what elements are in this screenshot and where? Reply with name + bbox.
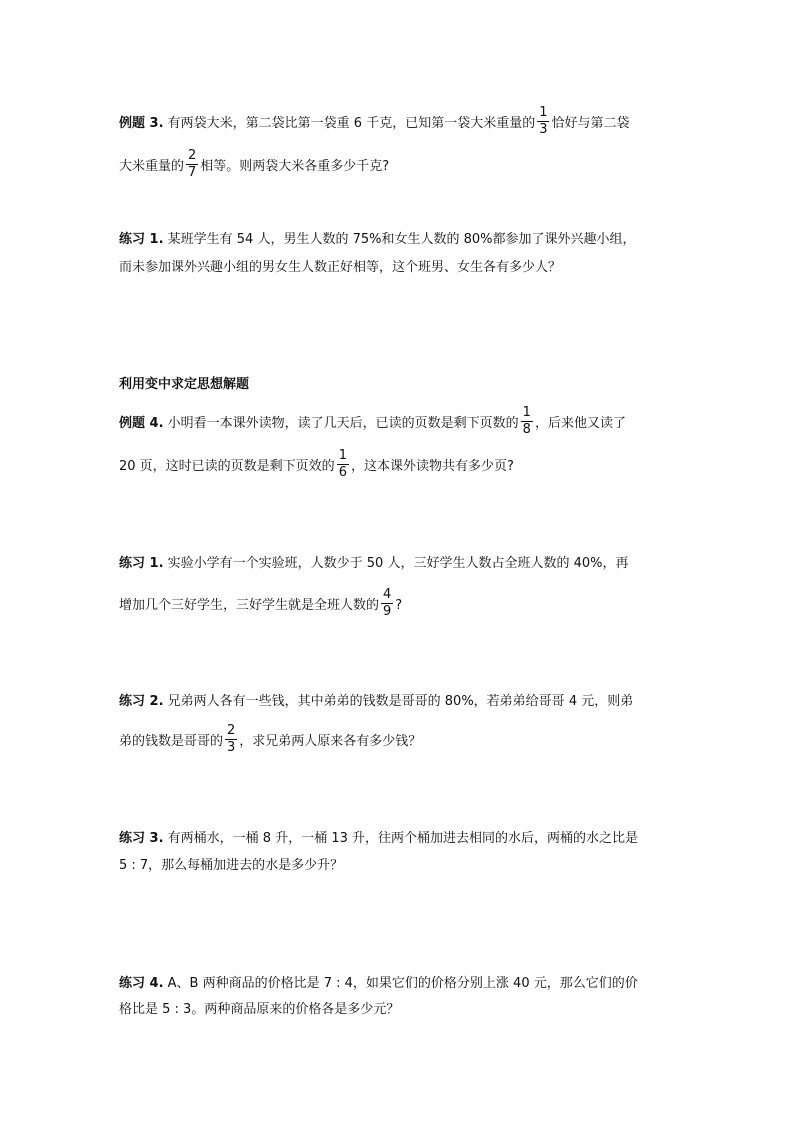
- example-4-line-2: [119, 448, 514, 482]
- denominator: 8: [522, 422, 531, 437]
- exercise-1-line-2: [119, 260, 561, 276]
- text: 有两桶水，一桶 8 升，一桶 13 升，往两个桶加进去相同的水后，两桶的水之比是: [167, 831, 638, 846]
- numerator: 4: [383, 587, 392, 602]
- text: ，求兄弟两人原来各有多少钱？: [239, 734, 422, 749]
- example-4-label: 例题 4.: [119, 416, 164, 431]
- section-heading: 利用变中求定思想解题: [119, 377, 250, 392]
- exercise-1-label: 练习 1.: [119, 232, 164, 247]
- fraction: [521, 406, 533, 437]
- exercise-3-line-1: [119, 831, 638, 847]
- fraction: [537, 106, 549, 137]
- text: 小明看一本课外读物，读了几天后，已读的页数是剩下页数的: [167, 416, 519, 431]
- text: ?: [395, 598, 403, 613]
- denominator: 7: [188, 165, 197, 180]
- text: 5 : 7，那么每桶加进去的水是多少升？: [119, 858, 344, 873]
- text: 格比是 5 : 3。两种商品原来的价格各是多少元？: [119, 1002, 400, 1017]
- numerator: 2: [188, 148, 197, 163]
- exercise-1b-line-1: [119, 556, 629, 572]
- text: ，这本课外读物共有多少页?: [350, 459, 514, 474]
- exercise-4-label: 练习 4.: [119, 976, 164, 991]
- fraction: [225, 724, 237, 755]
- denominator: 9: [383, 604, 392, 619]
- fraction: [186, 149, 198, 180]
- text: 实验小学有一个实验班，人数少于 50 人，三好学生人数占全班人数的 40%，再: [167, 556, 629, 571]
- exercise-2-line-1: [119, 694, 633, 710]
- exercise-4-line-2: [119, 1002, 399, 1018]
- exercise-2-line-2: [119, 723, 422, 757]
- text: 相等。则两袋大米各重多少千克?: [200, 159, 390, 174]
- text: 大米重量的: [119, 159, 185, 174]
- exercise-1b-label: 练习 1.: [119, 556, 164, 571]
- denominator: 6: [338, 465, 347, 480]
- numerator: 1: [522, 405, 531, 420]
- exercise-2-label: 练习 2.: [119, 694, 164, 709]
- example-3-line-2: [119, 148, 390, 182]
- example-3-line-1: [119, 105, 630, 139]
- text: 而未参加课外兴趣小组的男女生人数正好相等，这个班男、女生各有多少人？: [119, 260, 562, 275]
- denominator: 3: [539, 122, 548, 137]
- text: 某班学生有 54 人，男生人数的 75%和女生人数的 80%都参加了课外兴趣小组，: [167, 232, 636, 247]
- text: A、B 两种商品的价格比是 7 : 4，如果它们的价格分别上涨 40 元，那么它们的价: [167, 976, 638, 991]
- exercise-1-line-1: [119, 232, 636, 248]
- denominator: 3: [227, 740, 236, 755]
- fraction: [381, 588, 393, 619]
- exercise-3-line-2: [119, 858, 343, 874]
- text: 20 页，这时已读的页数是剩下页效的: [119, 459, 335, 474]
- numerator: 1: [338, 448, 347, 463]
- numerator: 2: [227, 723, 236, 738]
- exercise-4-line-1: [119, 976, 638, 992]
- text: 有两袋大米，第二袋比第一袋重 6 千克，已知第一袋大米重量的: [167, 116, 536, 131]
- exercise-3-label: 练习 3.: [119, 831, 164, 846]
- numerator: 1: [539, 105, 548, 120]
- text: 兄弟两人各有一些钱，其中弟弟的钱数是哥哥的 80%，若弟弟给哥哥 4 元，则弟: [167, 694, 634, 709]
- example-3-label: 例题 3.: [119, 116, 164, 131]
- fraction: [337, 449, 349, 480]
- text: 增加几个三好学生，三好学生就是全班人数的: [119, 598, 380, 613]
- text: 弟的钱数是哥哥的: [119, 734, 224, 749]
- exercise-1b-line-2: [119, 587, 403, 621]
- text: 恰好与第二袋: [551, 116, 630, 131]
- example-4-line-1: [119, 405, 626, 439]
- text: ，后来他又读了: [534, 416, 626, 431]
